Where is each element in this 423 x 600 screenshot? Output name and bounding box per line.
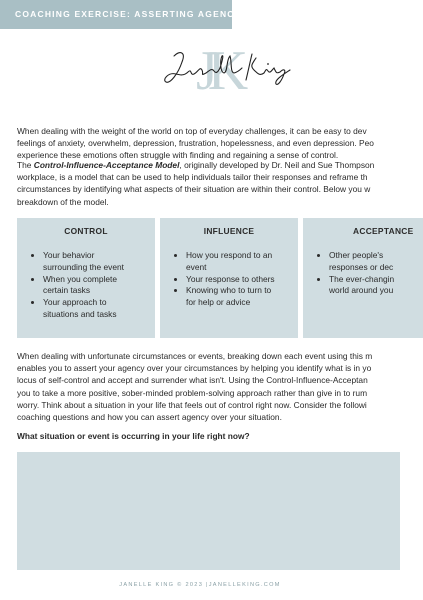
influence-column <box>160 218 298 338</box>
list-item: • When you complete certain tasks <box>43 274 147 298</box>
text-line: When dealing with unfortunate circumstances or events, breaking down each event using this m <box>17 351 373 361</box>
column-title: ACCEPTANCE <box>353 226 414 236</box>
list-item: • Your response to others <box>186 274 290 286</box>
column-title: CONTROL <box>64 226 108 236</box>
text-line: When dealing with the weight of the world on top of everyday challenges, it can be easy to dev <box>17 126 367 136</box>
brand-logo <box>160 40 300 102</box>
influence-list <box>168 250 290 309</box>
list-item: • The ever-changin world around you <box>329 274 415 298</box>
text-line: breakdown of the model. <box>17 196 109 207</box>
text-line: enables you to assert your agency over your circumstances by helping you identify what is in yo <box>17 363 372 374</box>
list-item: • How you respond to an event <box>186 250 290 274</box>
model-name: Control-Influence-Acceptance Model <box>33 160 180 170</box>
list-item: • Your approach to situations and tasks <box>43 297 147 321</box>
text-line: you to take a more positive, sober-minded problem-solving approach rather than give in to rum <box>17 387 368 398</box>
text-line <box>17 159 417 171</box>
text-line: feelings of anxiety, overwhelm, depression, frustration, hopelessness, and even depression. Peo <box>17 138 374 149</box>
list-item: • Other people's responses or dec <box>329 250 415 274</box>
control-column <box>17 218 155 338</box>
coaching-question: What situation or event is occurring in your life right now? <box>17 431 250 441</box>
footer-text: JANELLE KING © 2023 |JANELLEKING.COM <box>119 582 281 588</box>
model-paragraph <box>17 159 417 208</box>
text-line: experience these emotions often struggle with finding and regaining a sense of control. <box>17 150 339 161</box>
breakdown-paragraph <box>17 350 417 423</box>
column-title: INFLUENCE <box>203 226 255 236</box>
text-line: worry. Think about a situation in your life that feels out of control right now. Consider the followi <box>17 399 367 410</box>
model-line1-rest: , originally developed by Dr. Neil and Sue Thompson <box>179 160 375 170</box>
text-line: circumstances by identifying what aspects of their situation are within their control. Below you w <box>17 184 371 195</box>
list-item: • Your behavior surrounding the event <box>43 250 147 274</box>
text-line: coaching questions and how you can assert agency over your situation. <box>17 412 282 423</box>
signature-graphic <box>160 40 300 102</box>
model-lead: The <box>17 160 34 170</box>
list-item: • Knowing who to turn to for help or advice <box>186 285 290 309</box>
answer-area[interactable] <box>17 452 400 570</box>
text-line: locus of self-control and accept and surrender what isn't. Using the Control-Influence-Acceptan <box>17 375 368 386</box>
header-banner <box>0 0 242 29</box>
text-line: workplace, is a model that can be used to help individuals tailor their responses and reframe th <box>17 172 368 183</box>
acceptance-column <box>303 218 423 338</box>
header-title: COACHING EXERCISE: ASSERTING AGENCY <box>15 9 242 19</box>
intro-paragraph <box>17 125 417 162</box>
logo-monogram: JK <box>196 40 239 102</box>
control-list <box>25 250 147 321</box>
acceptance-list <box>311 250 415 297</box>
